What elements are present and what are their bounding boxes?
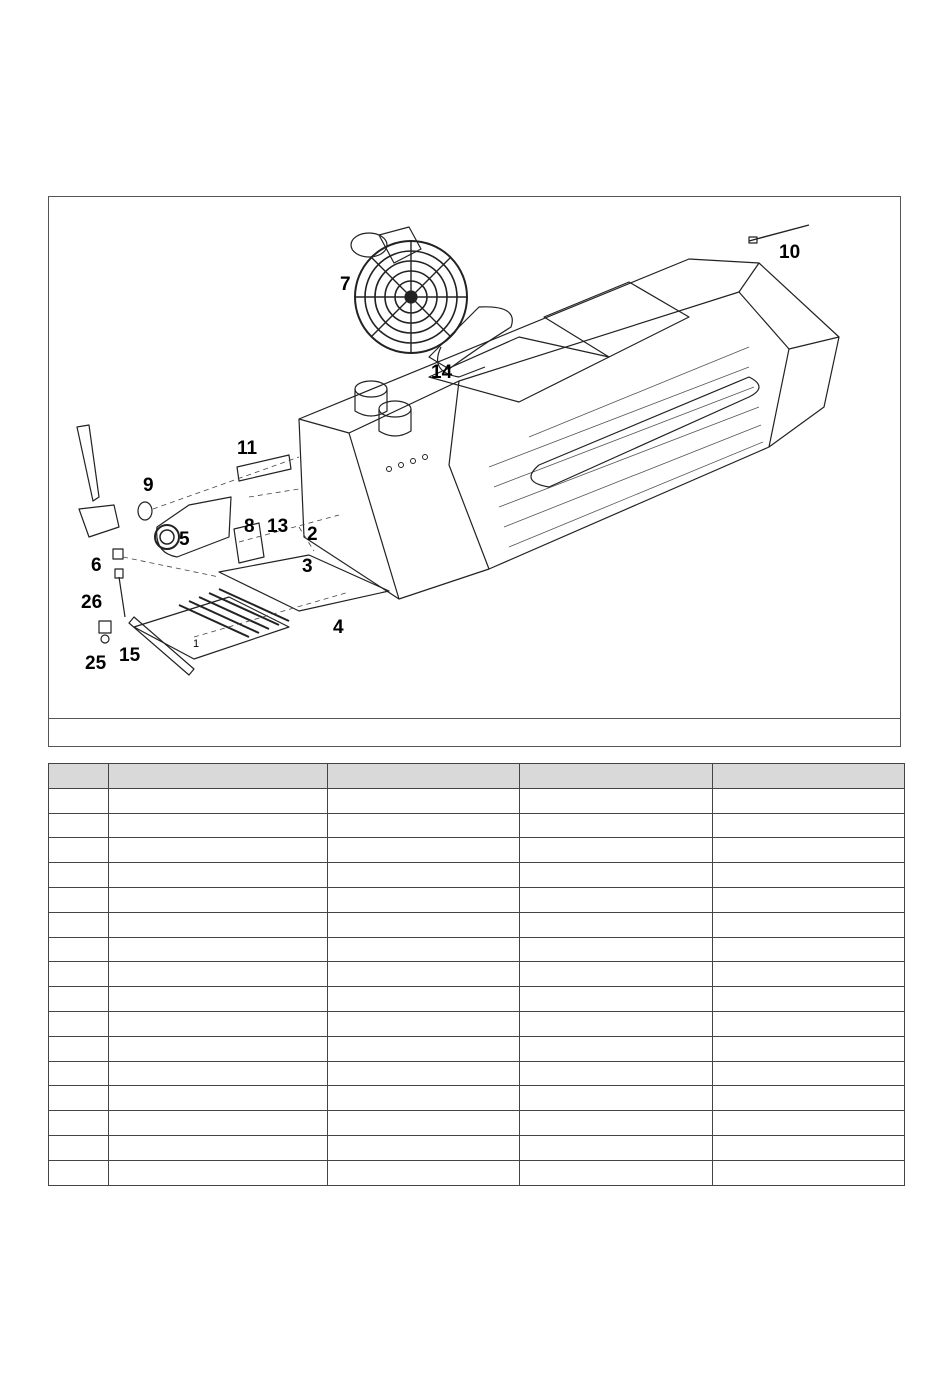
callout-8: 8 xyxy=(244,516,255,537)
table-cell xyxy=(713,887,905,912)
table-row xyxy=(49,912,905,937)
table-cell xyxy=(49,788,109,813)
callout-2: 2 xyxy=(307,524,318,545)
table-cell xyxy=(49,987,109,1012)
table-cell xyxy=(49,887,109,912)
callout-14: 14 xyxy=(431,362,453,383)
figure-caption xyxy=(49,718,900,746)
table-cell xyxy=(328,813,520,838)
table-row xyxy=(49,838,905,863)
callout-26: 26 xyxy=(81,592,103,613)
table-cell xyxy=(328,838,520,863)
callout-13: 13 xyxy=(267,516,289,537)
table-cell xyxy=(109,1160,328,1185)
table-cell xyxy=(713,788,905,813)
header-cell xyxy=(713,764,905,789)
spacer xyxy=(119,577,125,617)
table-cell xyxy=(520,1135,713,1160)
table-cell xyxy=(520,1160,713,1185)
table-row xyxy=(49,1061,905,1086)
table-cell xyxy=(520,838,713,863)
table-cell xyxy=(713,813,905,838)
header-cell xyxy=(49,764,109,789)
table-cell xyxy=(713,1111,905,1136)
lever-shaft xyxy=(77,425,99,501)
header-cell xyxy=(520,764,713,789)
table-cell xyxy=(328,1086,520,1111)
table-cell xyxy=(328,788,520,813)
callout-6: 6 xyxy=(91,555,102,576)
table-row xyxy=(49,813,905,838)
table-cell xyxy=(520,813,713,838)
table-cell xyxy=(49,962,109,987)
table-row xyxy=(49,1111,905,1136)
table-cell xyxy=(713,1036,905,1061)
bushing xyxy=(115,569,123,578)
table-cell xyxy=(713,937,905,962)
table-row xyxy=(49,788,905,813)
table-cell xyxy=(109,813,328,838)
cap xyxy=(138,502,152,520)
callout-7: 7 xyxy=(340,274,351,295)
callout-3: 3 xyxy=(302,556,313,577)
table-cell xyxy=(520,1111,713,1136)
table-cell xyxy=(109,838,328,863)
callout-5: 5 xyxy=(179,529,190,550)
table-row xyxy=(49,1135,905,1160)
table-cell xyxy=(713,1011,905,1036)
table-cell xyxy=(109,1061,328,1086)
table-row xyxy=(49,887,905,912)
table-cell xyxy=(713,863,905,888)
table-cell xyxy=(520,863,713,888)
callout-1: 1 xyxy=(193,638,200,650)
table-cell xyxy=(49,1135,109,1160)
table-row xyxy=(49,1036,905,1061)
callout-9: 9 xyxy=(143,475,154,496)
table-cell xyxy=(713,912,905,937)
table-cell xyxy=(520,1061,713,1086)
table-row xyxy=(49,863,905,888)
table-cell xyxy=(109,788,328,813)
table-cell xyxy=(328,863,520,888)
table-cell xyxy=(328,962,520,987)
table-cell xyxy=(109,987,328,1012)
probe-rod xyxy=(749,225,809,241)
table-cell xyxy=(49,813,109,838)
table-cell xyxy=(49,1086,109,1111)
table-cell xyxy=(328,937,520,962)
table-cell xyxy=(520,912,713,937)
table-cell xyxy=(520,987,713,1012)
header-cell xyxy=(328,764,520,789)
table-cell xyxy=(49,1036,109,1061)
exploded-parts-diagram xyxy=(49,197,900,719)
table-row xyxy=(49,962,905,987)
table-cell xyxy=(109,1036,328,1061)
callout-11: 11 xyxy=(237,438,258,459)
table-cell xyxy=(328,912,520,937)
callout-4: 4 xyxy=(333,617,344,638)
table-cell xyxy=(49,937,109,962)
table-cell xyxy=(109,1135,328,1160)
table-cell xyxy=(520,1011,713,1036)
washer xyxy=(101,635,109,643)
table-cell xyxy=(109,1011,328,1036)
table-cell xyxy=(328,987,520,1012)
table-cell xyxy=(520,937,713,962)
coupling xyxy=(113,549,123,559)
callout-10: 10 xyxy=(779,242,801,263)
table-row xyxy=(49,1086,905,1111)
table-cell xyxy=(713,1160,905,1185)
gearbox xyxy=(79,505,119,537)
table-cell xyxy=(520,1036,713,1061)
table-row xyxy=(49,1160,905,1185)
table-cell xyxy=(49,1061,109,1086)
table-cell xyxy=(713,1086,905,1111)
table-cell xyxy=(520,788,713,813)
table-cell xyxy=(109,1111,328,1136)
table-cell xyxy=(328,1036,520,1061)
table-cell xyxy=(328,1061,520,1086)
parts-table xyxy=(48,763,905,1186)
table-cell xyxy=(520,887,713,912)
table-cell xyxy=(520,1086,713,1111)
housing-body xyxy=(299,259,839,599)
table-cell xyxy=(328,1011,520,1036)
nut xyxy=(99,621,111,633)
table-cell xyxy=(328,1160,520,1185)
table-cell xyxy=(713,838,905,863)
table-cell xyxy=(109,937,328,962)
table-row xyxy=(49,937,905,962)
table-cell xyxy=(109,887,328,912)
table-row xyxy=(49,1011,905,1036)
callout-25: 25 xyxy=(85,653,107,674)
table-cell xyxy=(49,1011,109,1036)
table-cell xyxy=(49,912,109,937)
table-cell xyxy=(109,863,328,888)
table-cell xyxy=(49,1111,109,1136)
table-cell xyxy=(109,912,328,937)
table-cell xyxy=(713,1061,905,1086)
table-cell xyxy=(49,1160,109,1185)
table-cell xyxy=(328,1111,520,1136)
callout-15: 15 xyxy=(119,645,141,666)
table-cell xyxy=(109,962,328,987)
header-cell xyxy=(109,764,328,789)
table-cell xyxy=(49,863,109,888)
table-cell xyxy=(109,1086,328,1111)
table-cell xyxy=(713,987,905,1012)
exploded-view-figure xyxy=(48,196,901,747)
table-cell xyxy=(713,962,905,987)
table-row xyxy=(49,987,905,1012)
table-cell xyxy=(328,887,520,912)
table-cell xyxy=(520,962,713,987)
table-cell xyxy=(49,838,109,863)
table-cell xyxy=(713,1135,905,1160)
duct-collar-right xyxy=(379,401,411,417)
table-header-row xyxy=(49,764,905,789)
table-cell xyxy=(328,1135,520,1160)
